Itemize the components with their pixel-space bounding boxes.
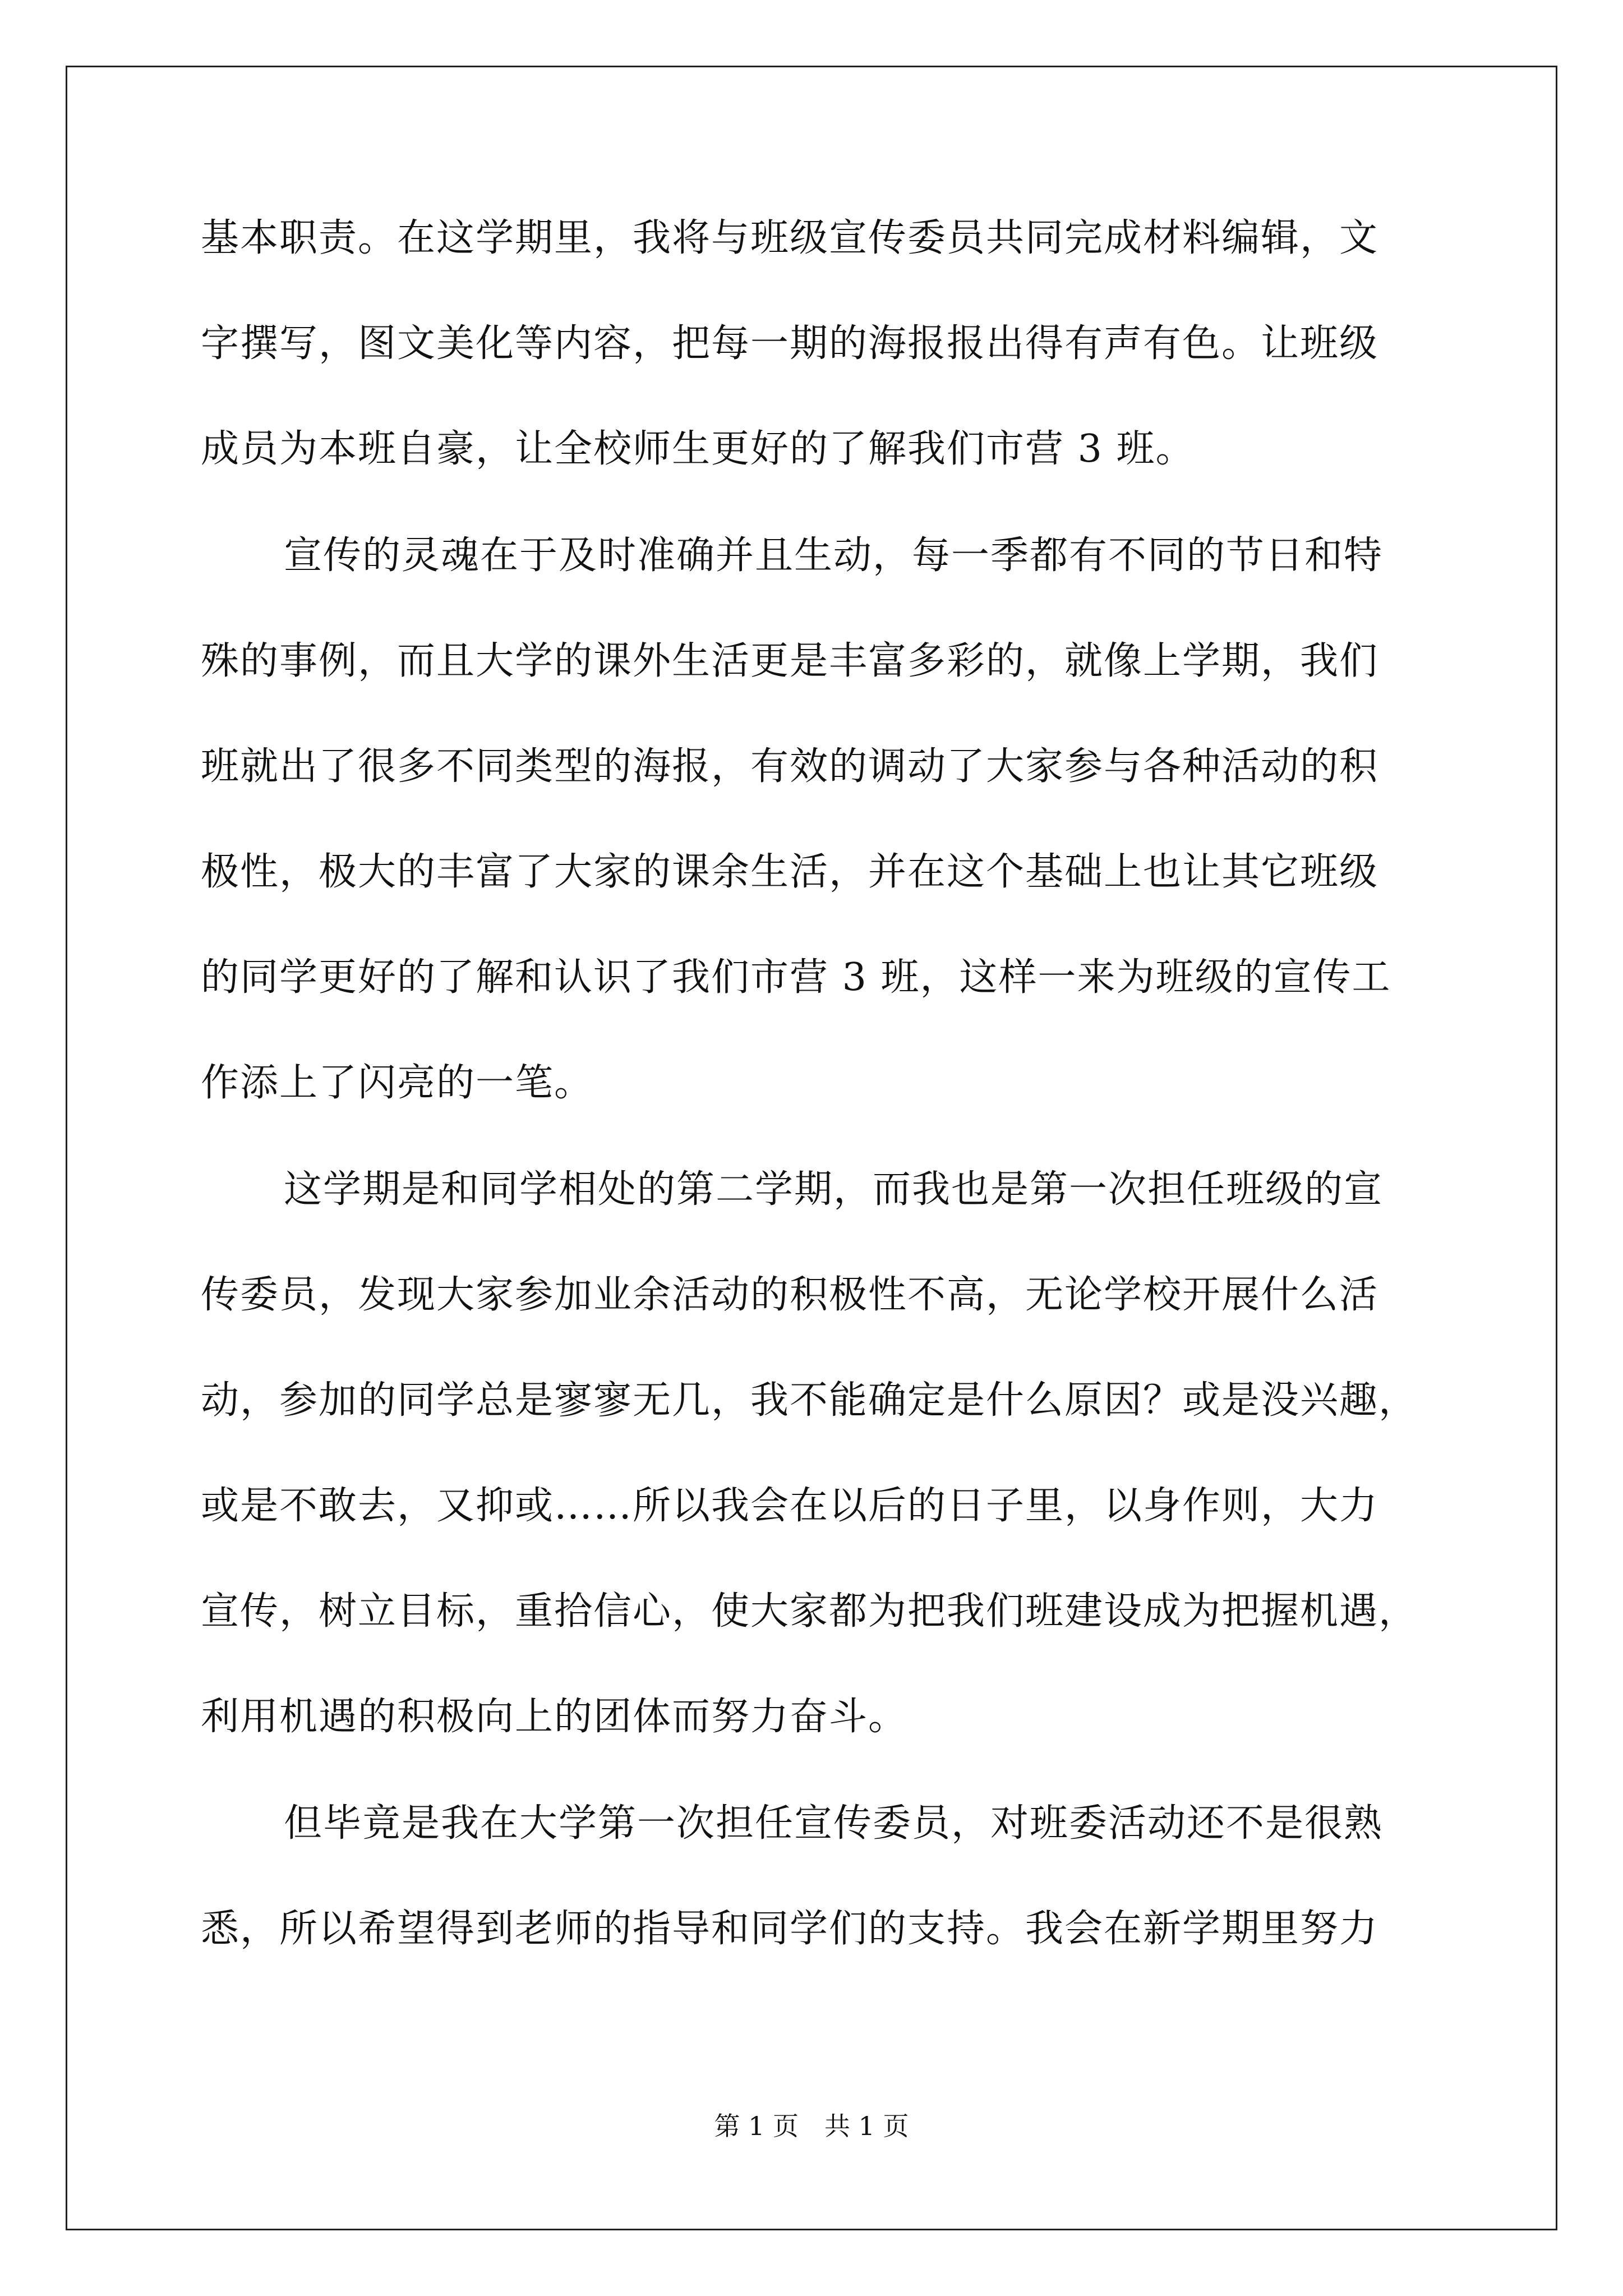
text-line: 悉，所以希望得到老师的指导和同学们的支持。我会在新学期里努力 (201, 1907, 1379, 1951)
text-line: 或是不敢去，又抑或……所以我会在以后的日子里，以身作则，大力 (201, 1484, 1379, 1528)
text-line: 极性，极大的丰富了大家的课余生活，并在这个基础上也让其它班级 (201, 850, 1379, 894)
text-line: 利用机遇的积极向上的团体而努力奋斗。 (201, 1695, 908, 1739)
paragraph-first-line: 这学期是和同学相处的第二学期，而我也是第一次担任班级的宣 (284, 1167, 1384, 1212)
paragraph-first-line: 但毕竟是我在大学第一次担任宣传委员，对班委活动还不是很熟 (284, 1801, 1384, 1846)
text-line: 宣传，树立目标，重拾信心，使大家都为把我们班建设成为把握机遇， (201, 1589, 1418, 1634)
text-line: 基本职责。在这学期里，我将与班级宣传委员共同完成材料编辑，文 (201, 216, 1379, 260)
text-line: 字撰写，图文美化等内容，把每一期的海报报出得有声有色。让班级 (201, 321, 1379, 366)
paragraph-first-line: 宣传的灵魂在于及时准确并且生动，每一季都有不同的节日和特 (284, 533, 1384, 578)
text-line: 殊的事例，而且大学的课外生活更是丰富多彩的，就像上学期，我们 (201, 639, 1379, 683)
page-number-footer: 第 1 页 共 1 页 (714, 2111, 909, 2141)
text-line: 的同学更好的了解和认识了我们市营 3 班，这样一来为班级的宣传工 (201, 955, 1391, 1000)
text-line: 班就出了很多不同类型的海报，有效的调动了大家参与各种活动的积 (201, 744, 1379, 789)
text-line: 成员为本班自豪，让全校师生更好的了解我们市营 3 班。 (201, 427, 1195, 471)
text-line: 作添上了闪亮的一笔。 (201, 1061, 594, 1105)
text-line: 动，参加的同学总是寥寥无几，我不能确定是什么原因？或是没兴趣， (201, 1378, 1418, 1423)
text-line: 传委员，发现大家参加业余活动的积极性不高，无论学校开展什么活 (201, 1273, 1379, 1317)
